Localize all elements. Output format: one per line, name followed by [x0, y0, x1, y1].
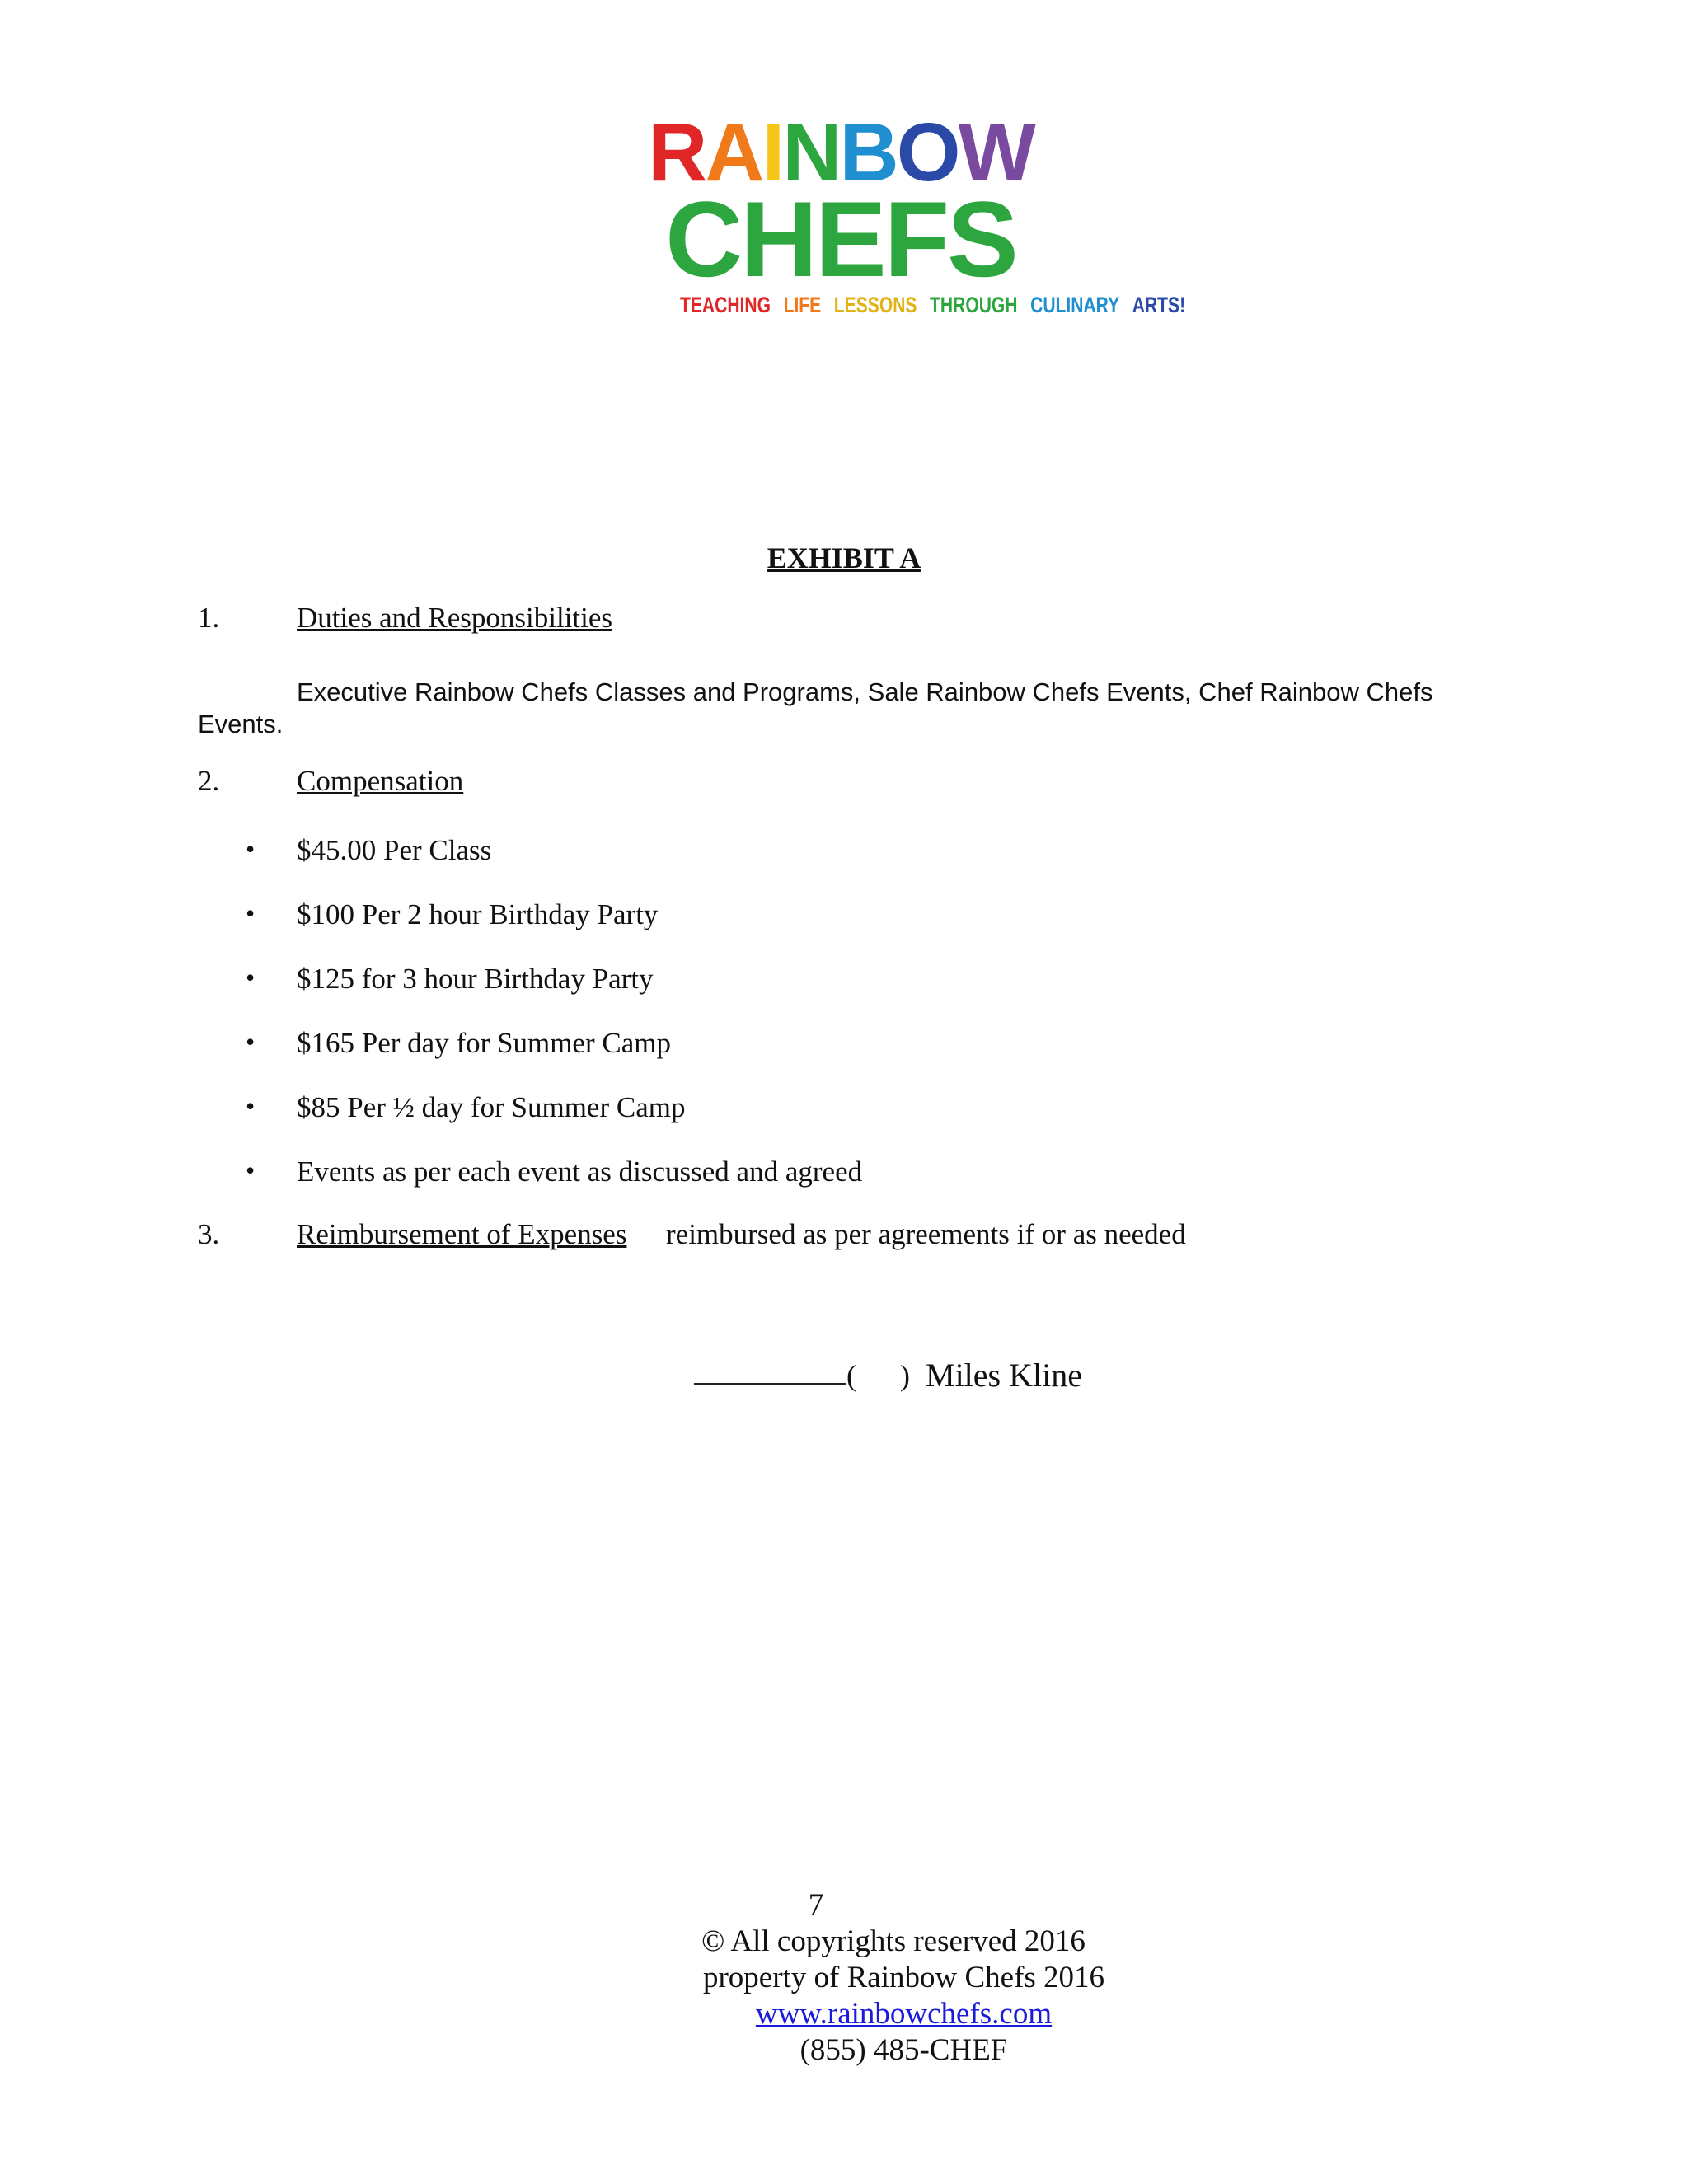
phone-number: (855) 485-CHEF — [799, 2033, 1008, 2067]
section-1-number: 1. — [198, 602, 220, 634]
logo-letter: W — [958, 106, 1034, 199]
property-notice: property of Rainbow Chefs 2016 — [702, 1961, 1105, 1994]
logo-tagline-word: LESSONS — [833, 293, 917, 317]
bullet-marker: • — [246, 963, 256, 992]
section-3-title: Reimbursement of Expenses — [297, 1218, 627, 1250]
website-link[interactable]: www.rainbowchefs.com — [755, 1997, 1053, 2031]
section-3-number: 3. — [198, 1218, 220, 1250]
page-number: 7 — [808, 1888, 824, 1922]
logo-tagline — [673, 293, 1186, 318]
logo-letter: B — [839, 106, 897, 199]
section-2-title: Compensation — [297, 765, 464, 797]
signature-open-paren: ( — [846, 1359, 856, 1392]
logo-tagline-word: CULINARY — [1030, 293, 1120, 317]
logo-letter: A — [705, 106, 762, 199]
signature-line — [694, 1383, 846, 1385]
compensation-item: $165 Per day for Summer Camp — [297, 1027, 671, 1059]
page-footer — [0, 1887, 1688, 2069]
exhibit-title: EXHIBIT A — [767, 541, 921, 574]
logo-letter: I — [762, 106, 783, 199]
compensation-item: $45.00 Per Class — [297, 834, 492, 866]
section-1-title: Duties and Responsibilities — [297, 602, 613, 634]
logo-tagline-word: LIFE — [783, 293, 822, 317]
logo-letter: R — [648, 106, 706, 199]
rainbow-chefs-logo — [626, 106, 1186, 318]
compensation-item: $85 Per ½ day for Summer Camp — [297, 1091, 686, 1123]
compensation-item: Events as per each event as discussed and agreed — [297, 1155, 863, 1188]
logo-tagline-word: THROUGH — [930, 293, 1018, 317]
section-3-text: reimbursed as per agreements if or as needed — [666, 1218, 1186, 1250]
bullet-marker: • — [246, 1091, 256, 1121]
copyright-notice: © All copyrights reserved 2016 — [701, 1924, 1085, 1958]
duties-text: Executive Rainbow Chefs Classes and Programs, Sale Rainbow Chefs Events, Chef Rainbow Chefs Events. — [198, 677, 1433, 738]
signatory-name: Miles Kline — [926, 1357, 1082, 1394]
logo-tagline-word: TEACHING — [680, 293, 771, 317]
logo-letter: N — [782, 106, 840, 199]
compensation-item: $100 Per 2 hour Birthday Party — [297, 898, 659, 930]
bullet-marker: • — [246, 1155, 256, 1185]
compensation-item: $125 for 3 hour Birthday Party — [297, 963, 654, 995]
logo-chefs-word: CHEFS — [665, 179, 1016, 299]
section-2-number: 2. — [198, 765, 220, 797]
bullet-marker: • — [246, 834, 256, 864]
logo-tagline-word: ARTS! — [1132, 293, 1186, 317]
logo-letter: O — [896, 106, 959, 199]
bullet-marker: • — [246, 1027, 256, 1057]
signature-close-paren: ) — [900, 1359, 910, 1392]
bullet-marker: • — [246, 898, 256, 928]
